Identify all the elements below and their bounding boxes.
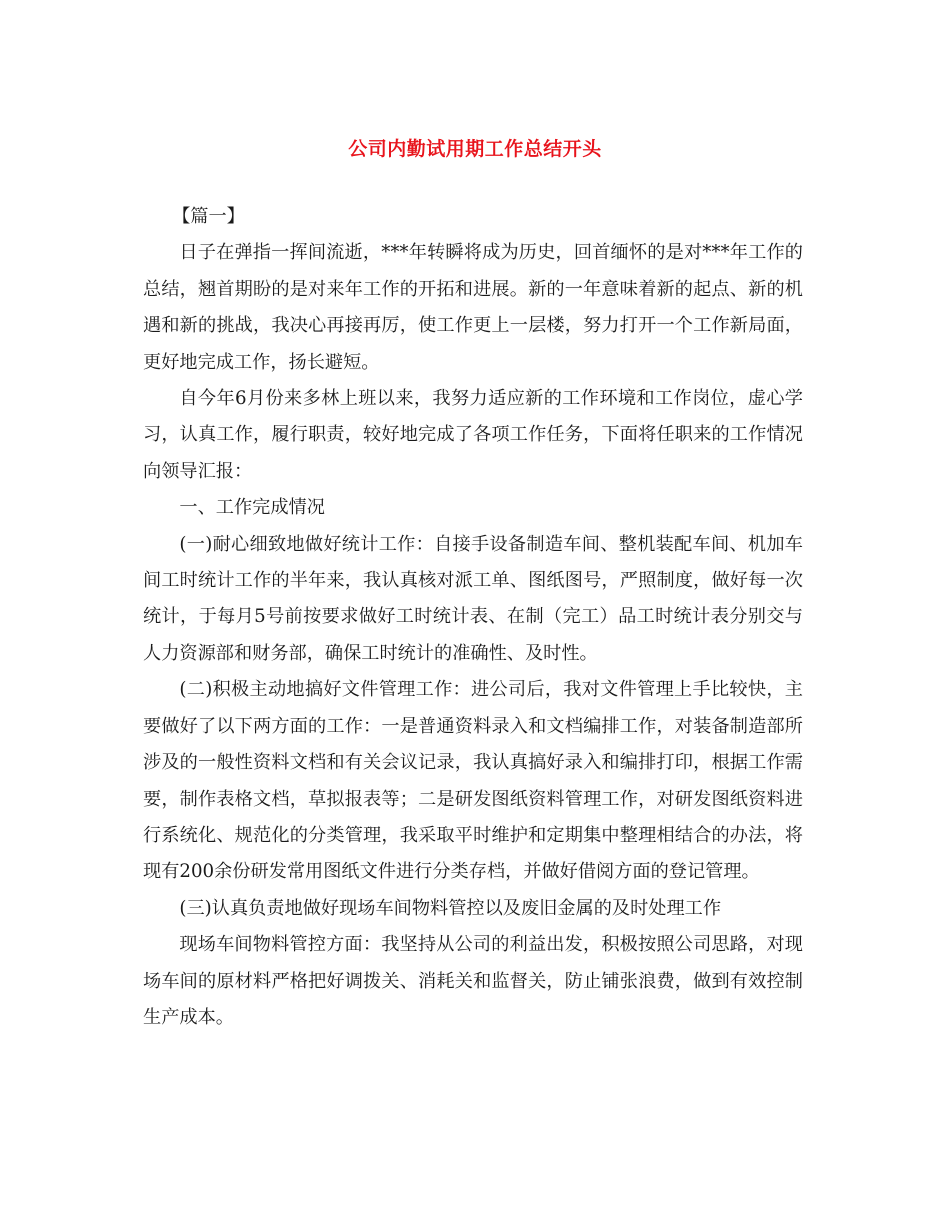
document-title: 公司内勤试用期工作总结开头 — [348, 138, 602, 160]
paragraph: 自今年6月份来多林上班以来，我努力适应新的工作环境和工作岗位，虚心学习，认真工作，履行职责，较好地完成了各项工作任务，下面将任职来的工作情况向领导汇报： — [143, 388, 803, 482]
paragraph: (一)耐心细致地做好统计工作：自接手设备制造车间、整机装配车间、机加车间工时统计工作的半年来，我认真核对派工单、图纸图号，严照制度，做好每一次统计，于每月5号前按要求做好工时统计表、在制（完工）品工时统计表分别交与人力资源部和财务部，确保工时统计的准确性、及时性。 — [143, 533, 803, 664]
section-heading: 【篇一】 — [172, 206, 245, 227]
paragraph: 现场车间物料管控方面：我坚持从公司的利益出发，积极按照公司思路，对现场车间的原材料严格把好调拨关、消耗关和监督关，防止铺张浪费，做到有效控制生产成本。 — [143, 934, 803, 1028]
document-body — [143, 199, 803, 1036]
subsection-heading: (三)认真负责地做好现场车间物料管控以及废旧金属的及时处理工作 — [179, 897, 722, 919]
paragraph: (二)积极主动地搞好文件管理工作：进公司后，我对文件管理上手比较快，主要做好了以下两方面的工作：一是普通资料录入和文档编排工作，对装备制造部所涉及的一般性资料文档和有关会议记录，我认真搞好录入和编排打印，根据工作需要，制作表格文档，草拟报表等；二是研发图纸资料管理工作，对研发图纸资料进行系统化、规范化的分类管理，我采取平时维护和定期集中整理相结合的办法，将现有200余份研发常用图纸文件进行分类存档，并做好借阅方面的登记管理。 — [143, 679, 803, 883]
subsection-heading: 一、工作完成情况 — [179, 497, 325, 519]
paragraph: 日子在弹指一挥间流逝，***年转瞬将成为历史，回首缅怀的是对***年工作的总结，翘首期盼的是对来年工作的开拓和进展。新的一年意味着新的起点、新的机遇和新的挑战，我决心再接再厉，使工作更上一层楼，努力打开一个工作新局面，更好地完成工作，扬长避短。 — [143, 242, 803, 373]
